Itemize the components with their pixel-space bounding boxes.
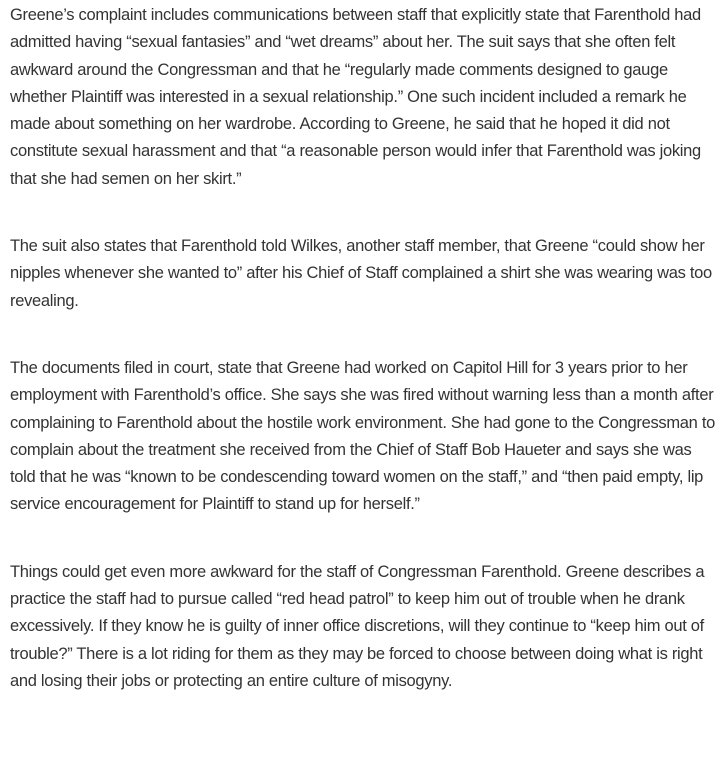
article-paragraph: Greene’s complaint includes communications between staff that explicitly state that Farenthold had admitted having “sexual fantasies” and “wet dreams” about her. The suit says that she often felt awkward around the Congressman and that he “regularly made comments designed to gauge whether Plaintiff was interested in a sexual relationship.” One such incident included a remark he made about something on her wardrobe. According to Greene, he said that he hoped it did not constitute sexual harassment and that “a reasonable person would infer that Farenthold was joking that she had semen on her skirt.” <box>10 6 701 188</box>
article-paragraph: The suit also states that Farenthold told Wilkes, another staff member, that Greene “could show her nipples whenever she wanted to” after his Chief of Staff complained a shirt she was wearing was too revealing. <box>10 237 712 310</box>
article-paragraph: The documents filed in court, state that Greene had worked on Capitol Hill for 3 years prior to her employment with Farenthold’s office. She says she was fired without warning less than a month after complaining to Farenthold about the hostile work environment. She had gone to the Congressman to complain about the treatment she received from the Chief of Staff Bob Haueter and says she was told that he was “known to be condescending toward women on the staff,” and “then paid empty, lip service encouragement for Plaintiff to stand up for herself.” <box>10 358 715 514</box>
article-paragraph: Things could get even more awkward for the staff of Congressman Farenthold. Greene describes a practice the staff had to pursue called “red head patrol” to keep him out of trouble when he drank excessively. If they know he is guilty of inner office discretions, will they continue to “keep him out of trouble?” There is a lot riding for them as they may be forced to choose between doing what is right and losing their jobs or protecting an entire culture of misogyny. <box>10 562 705 690</box>
